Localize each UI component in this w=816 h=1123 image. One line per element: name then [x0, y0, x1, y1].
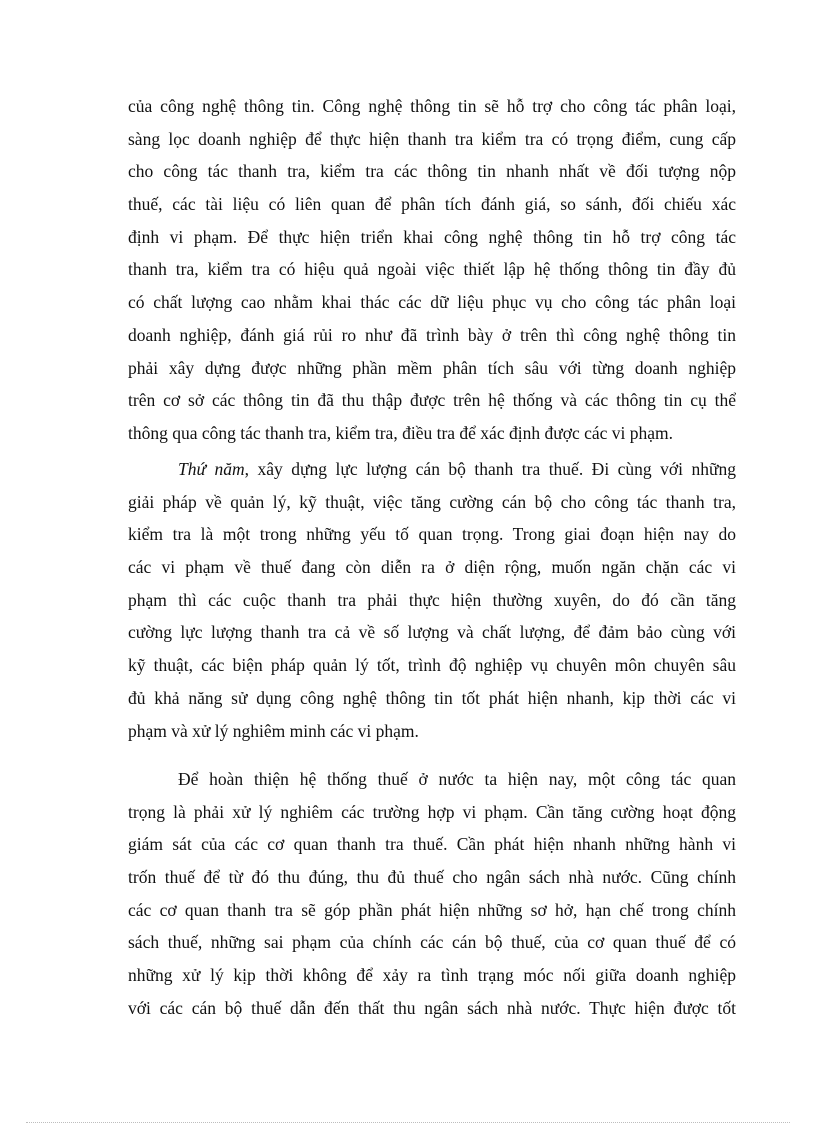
text-line: những xử lý kịp thời không để xảy ra tình trạng móc nối giữa doanh nghiệp	[128, 965, 736, 986]
text-line: cho công tác thanh tra, kiểm tra các thông tin nhanh nhất về đối tượng nộp	[128, 161, 736, 182]
text-line: cường lực lượng thanh tra cả về số lượng và chất lượng, để đảm bảo cùng với	[128, 622, 736, 643]
text-line: doanh nghiệp, đánh giá rủi ro như đã trình bày ở trên thì công nghệ thông tin	[128, 324, 736, 345]
text-line: kỹ thuật, các biện pháp quản lý tốt, trình độ nghiệp vụ chuyên môn chuyên sâu	[128, 655, 736, 676]
text-line: của công nghệ thông tin. Công nghệ thông tin sẽ hỗ trợ cho công tác phân loại,	[128, 96, 736, 116]
text-line: định vi phạm. Để thực hiện triển khai công nghệ thông tin hỗ trợ công tác	[128, 226, 736, 247]
text-line: trọng là phải xử lý nghiêm các trường hợp vi phạm. Cần tăng cường hoạt động	[128, 801, 736, 822]
text-line: trên cơ sở các thông tin đã thu thập được trên hệ thống và các thông tin cụ thể	[128, 390, 736, 411]
text-line-first	[128, 453, 736, 486]
text-line: sách thuế, những sai phạm của chính các cán bộ thuế, của cơ quan thuế để có	[128, 932, 736, 953]
text-line: thông qua công tác thanh tra, kiểm tra, điều tra để xác định được các vi phạm.	[128, 422, 674, 443]
text-line: phạm và xử lý nghiêm minh các vi phạm.	[128, 720, 419, 741]
text-line: thuế, các tài liệu có liên quan để phân tích đánh giá, so sánh, đối chiếu xác	[128, 194, 736, 215]
text-line: các cơ quan thanh tra sẽ góp phần phát hiện những sơ hở, hạn chế trong chính	[128, 899, 736, 920]
text-line: sàng lọc doanh nghiệp để thực hiện thanh tra kiểm tra có trọng điểm, cung cấp	[128, 128, 736, 149]
text-line: trốn thuế để từ đó thu đúng, thu đủ thuế cho ngân sách nhà nước. Cũng chính	[128, 867, 736, 888]
paragraph-tax-inspection	[128, 763, 736, 1025]
italic-heading: Thứ năm	[178, 459, 245, 479]
text-run: , xây dựng lực lượng cán bộ thanh tra thuế. Đi cùng với những	[244, 459, 736, 479]
text-line: phải xây dựng được những phần mềm phân tích sâu với từng doanh nghiệp	[128, 357, 736, 378]
text-line-first: Để hoàn thiện hệ thống thuế ở nước ta hiện nay, một công tác quan	[178, 769, 736, 789]
text-line: giải pháp về quản lý, kỹ thuật, việc tăng cường cán bộ cho công tác thanh tra,	[128, 491, 736, 512]
text-line: đủ khả năng sử dụng công nghệ thông tin tốt phát hiện nhanh, kịp thời các vi	[128, 687, 736, 708]
text-line: phạm thì các cuộc thanh tra phải thực hiện thường xuyên, do đó cần tăng	[128, 589, 736, 610]
text-line: với các cán bộ thuế dẫn đến thất thu ngân sách nhà nước. Thực hiện được tốt	[128, 997, 736, 1018]
paragraph-it-support	[128, 90, 736, 450]
text-line: kiểm tra là một trong những yếu tố quan trọng. Trong giai đoạn hiện nay do	[128, 524, 736, 545]
text-line: giám sát của các cơ quan thanh tra thuế. Cần phát hiện nhanh những hành vi	[128, 834, 736, 855]
paragraph-fifth-solution	[128, 453, 736, 747]
text-line: các vi phạm về thuế đang còn diễn ra ở diện rộng, muốn ngăn chặn các vi	[128, 557, 736, 578]
text-line: có chất lượng cao nhằm khai thác các dữ liệu phục vụ cho công tác phân loại	[128, 292, 736, 313]
text-line: thanh tra, kiểm tra có hiệu quả ngoài việc thiết lập hệ thống thông tin đầy đủ	[128, 259, 736, 280]
